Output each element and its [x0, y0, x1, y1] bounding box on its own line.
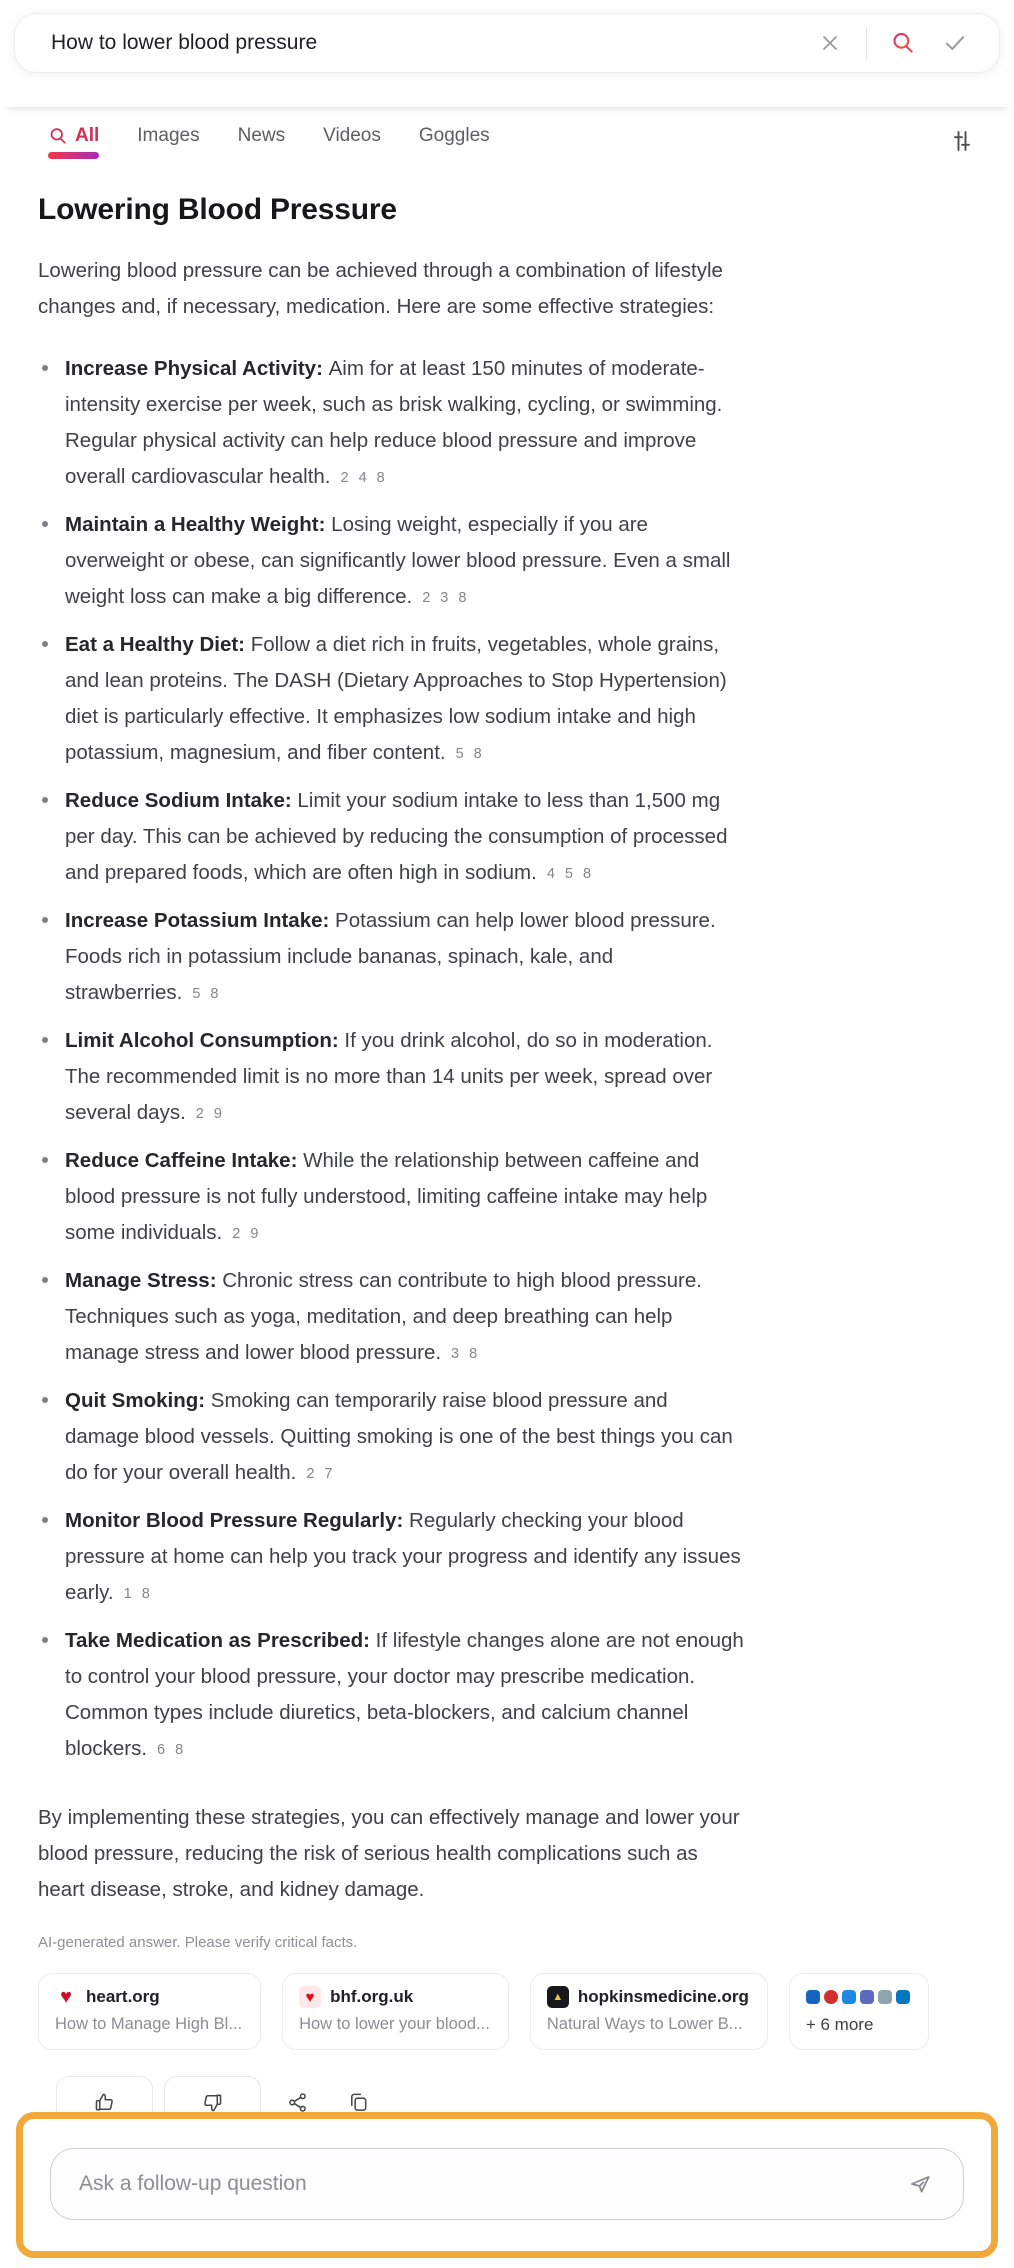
search-tab-icon: [48, 126, 68, 146]
citation-link[interactable]: 5: [192, 986, 201, 1002]
favicon-icon: [860, 1990, 874, 2004]
strategy-label: Maintain a Healthy Weight: [65, 513, 319, 536]
citation-link[interactable]: 2: [422, 590, 431, 606]
confirm-search-button[interactable]: [933, 21, 977, 65]
source-card-heart-org[interactable]: [38, 1973, 261, 2050]
tab-videos[interactable]: [323, 125, 381, 163]
favicon-icon: [878, 1990, 892, 2004]
favicon-icon: [824, 1990, 838, 2004]
search-icon: [890, 30, 916, 56]
citations: [186, 1101, 222, 1124]
citation-link[interactable]: 6: [157, 1742, 166, 1758]
citation-link[interactable]: 8: [469, 1346, 478, 1362]
citation-link[interactable]: 8: [175, 1742, 184, 1758]
citation-link[interactable]: 8: [458, 590, 467, 606]
search-bar-actions: [808, 21, 977, 65]
list-item: Monitor Blood Pressure Regularly: Regularly checking your blood pressure at home can help you track your progress and identify any issues early. 1 8: [38, 1503, 744, 1612]
list-item: Limit Alcohol Consumption: If you drink alcohol, do so in moderation. The recommended limit is no more than 14 units per week, spread over several days. 2 9: [38, 1023, 744, 1132]
strategy-label: Quit Smoking: [65, 1389, 199, 1412]
citation-link[interactable]: 2: [340, 470, 349, 486]
citations: [446, 741, 482, 764]
strategy-text: If lifestyle changes alone are not enough to control your blood pressure, your doctor may prescribe medication. Common types include diuretics, beta-blockers, and calcium channel blockers.: [65, 1629, 744, 1760]
more-favicons-row: [806, 1986, 910, 2008]
bullet-icon: [42, 917, 48, 923]
strategy-text: Aim for at least 150 minutes of moderate-intensity exercise per week, such as brisk walking, cycling, or swimming. Regular physical activity can help reduce blood pressure and improve overall cardiovascular health.: [65, 357, 723, 488]
search-input[interactable]: [51, 31, 808, 55]
tab-label: News: [237, 125, 286, 146]
citation-link[interactable]: 2: [306, 1466, 315, 1482]
send-paper-plane-icon: [907, 2171, 933, 2197]
source-card-hopkinsmedicine-org[interactable]: [530, 1973, 768, 2050]
bullet-icon: [42, 1277, 48, 1283]
strategy-text: Limit your sodium intake to less than 1,500 mg per day. This can be achieved by reducing the consumption of processed and prepared foods, which are often high in sodium.: [65, 789, 728, 884]
strategy-text: While the relationship between caffeine and blood pressure is not fully understood, limiting caffeine intake may help some individuals.: [65, 1149, 708, 1244]
share-icon: [286, 2091, 309, 2114]
source-title: How to lower your blood...: [299, 2015, 490, 2033]
citation-link[interactable]: 5: [564, 866, 573, 882]
hopkins-favicon-icon: ▲: [547, 1986, 569, 2008]
tab-label: Videos: [323, 125, 381, 146]
citation-link[interactable]: 8: [141, 1586, 150, 1602]
thumbs-down-icon: [201, 2091, 224, 2114]
bullet-icon: [42, 1517, 48, 1523]
tab-news[interactable]: [238, 125, 286, 163]
strategy-text: Smoking can temporarily raise blood pressure and damage blood vessels. Quitting smoking is one of the best things you can do for your overall health.: [65, 1389, 733, 1484]
bullet-icon: [42, 1157, 48, 1163]
search-submit-button[interactable]: [881, 21, 925, 65]
strategy-text: Regularly checking your blood pressure at home can help you track your progress and identify any issues early.: [65, 1509, 741, 1604]
citations: [412, 585, 466, 608]
list-item: Manage Stress: Chronic stress can contribute to high blood pressure. Techniques such as yoga, meditation, and deep breathing can help manage stress and lower blood pressure. 3 8: [38, 1263, 744, 1372]
strategy-label: Limit Alcohol Consumption: [65, 1029, 332, 1052]
copy-icon: [347, 2091, 370, 2114]
list-item: Eat a Healthy Diet: Follow a diet rich in fruits, vegetables, whole grains, and lean proteins. The DASH (Dietary Approaches to Stop Hypertension) diet is particularly effective. It emphasizes low sodium intake and high potassium, magnesium, and fiber content. 5 8: [38, 627, 744, 772]
citation-link[interactable]: 8: [582, 866, 592, 882]
strategy-text: Chronic stress can contribute to high blood pressure. Techniques such as yoga, meditation, and deep breathing can help manage stress and lower blood pressure.: [65, 1269, 702, 1364]
citation-link[interactable]: 9: [213, 1106, 222, 1122]
bhf-favicon-icon: ♥: [299, 1986, 321, 2008]
citations: [147, 1737, 183, 1760]
filters-sliders-icon: [950, 129, 974, 153]
strategy-label: Increase Physical Activity: [65, 357, 317, 380]
bullet-icon: [42, 797, 48, 803]
bullet-icon: [42, 1037, 48, 1043]
search-header: [0, 0, 1014, 107]
citation-link[interactable]: 8: [210, 986, 219, 1002]
citations: [114, 1581, 150, 1604]
strategy-text: Follow a diet rich in fruits, vegetables, whole grains, and lean proteins. The DASH (Dietary Approaches to Stop Hypertension) diet is particularly effective. It emphasizes low sodium intake and high potassium, magnesium, and fiber content.: [65, 633, 727, 764]
tab-label: All: [75, 125, 100, 146]
citations: [182, 981, 218, 1004]
citation-link[interactable]: 5: [455, 746, 464, 762]
citation-link[interactable]: 7: [324, 1466, 333, 1482]
list-item: Increase Physical Activity: Aim for at least 150 minutes of moderate-intensity exercise per week, such as brisk walking, cycling, or swimming. Regular physical activity can help reduce blood pressure and improve overall cardiovascular health. 2 4 8: [38, 351, 744, 496]
citation-link[interactable]: 3: [451, 1346, 460, 1362]
citation-link[interactable]: 2: [195, 1106, 204, 1122]
answer-outro: By implementing these strategies, you can effectively manage and lower your blood pressure, reducing the risk of serious health complications such as heart disease, stroke, and kidney damage.: [38, 1806, 740, 1901]
send-button[interactable]: [901, 2165, 939, 2203]
citation-link[interactable]: 2: [232, 1226, 241, 1242]
answer-intro: Lowering blood pressure can be achieved through a combination of lifestyle changes and, if necessary, medication. Here are some effective strategies:: [38, 259, 723, 318]
filters-button[interactable]: [940, 119, 984, 163]
favicon-icon: [806, 1990, 820, 2004]
tab-label: Images: [137, 125, 200, 146]
citation-link[interactable]: 9: [250, 1226, 259, 1242]
source-title: Natural Ways to Lower B...: [546, 2015, 743, 2033]
ai-disclaimer: AI-generated answer. Please verify critical facts.: [38, 1934, 358, 1951]
ai-answer-section: [0, 193, 1014, 2128]
answer-title: Lowering Blood Pressure: [38, 193, 397, 226]
tab-label: Goggles: [418, 125, 490, 146]
followup-highlight-annotation: [16, 2112, 998, 2258]
strategy-label: Take Medication as Prescribed: [65, 1629, 364, 1652]
citations: [296, 1461, 332, 1484]
list-item: Reduce Sodium Intake: Limit your sodium intake to less than 1,500 mg per day. This can be achieved by reducing the consumption of processed and prepared foods, which are often high in sodium. 4 5 8: [38, 783, 744, 892]
sources-row: [38, 1973, 974, 2050]
bullet-icon: [42, 365, 48, 371]
more-sources-label: + 6 more: [805, 2015, 874, 2034]
followup-input-container: [50, 2148, 964, 2220]
strategy-text: Losing weight, especially if you are overweight or obese, can significantly lower blood pressure. Even a small weight loss can make a big difference.: [65, 513, 731, 608]
source-domain: bhf.org.uk: [330, 1987, 414, 2006]
list-item: Reduce Caffeine Intake: While the relationship between caffeine and blood pressure is not fully understood, limiting caffeine intake may help some individuals. 2 9: [38, 1143, 744, 1252]
active-tab-underline: [48, 152, 99, 159]
citations: [537, 861, 591, 884]
citation-link[interactable]: 1: [123, 1586, 132, 1602]
close-icon: [818, 31, 842, 55]
source-title: How to Manage High Bl...: [55, 2015, 243, 2033]
citation-link[interactable]: 8: [376, 470, 385, 486]
citations: [441, 1341, 477, 1364]
strategy-label: Reduce Caffeine Intake: [65, 1149, 291, 1172]
search-bar: [14, 13, 1000, 73]
results-tabs: [0, 107, 1014, 163]
list-item: Increase Potassium Intake: Potassium can help lower blood pressure. Foods rich in potassium include bananas, spinach, kale, and strawberries. 5 8: [38, 903, 744, 1012]
strategy-text: Potassium can help lower blood pressure. Foods rich in potassium include bananas, spinach, kale, and strawberries.: [65, 909, 716, 1004]
favicon-icon: [896, 1990, 910, 2004]
bullet-icon: [42, 1637, 48, 1643]
citation-link[interactable]: 3: [440, 590, 449, 606]
clear-search-button[interactable]: [808, 21, 852, 65]
heart-org-favicon-icon: ♥: [60, 1986, 72, 2008]
citations: [331, 465, 385, 488]
citation-link[interactable]: 4: [546, 866, 555, 882]
tab-all[interactable]: [48, 125, 99, 163]
bullet-icon: [42, 1397, 48, 1403]
search-bar-divider: [866, 26, 867, 60]
thumbs-up-icon: [93, 2091, 116, 2114]
list-item: Take Medication as Prescribed: If lifestyle changes alone are not enough to control your blood pressure, your doctor may prescribe medication. Common types include diuretics, beta-blockers, and calcium channel blockers. 6 8: [38, 1623, 744, 1768]
citation-link[interactable]: 4: [358, 470, 367, 486]
strategy-text: If you drink alcohol, do so in moderation. The recommended limit is no more than 14 units per week, spread over several days.: [65, 1029, 713, 1124]
list-item: Quit Smoking: Smoking can temporarily raise blood pressure and damage blood vessels. Quitting smoking is one of the best things you can do for your overall health. 2 7: [38, 1383, 744, 1492]
strategy-label: Monitor Blood Pressure Regularly: [65, 1509, 397, 1532]
bullet-icon: [42, 641, 48, 647]
strategy-label: Reduce Sodium Intake: [65, 789, 285, 812]
source-domain: hopkinsmedicine.org: [577, 1987, 749, 2006]
citation-link[interactable]: 8: [473, 746, 482, 762]
list-item: Maintain a Healthy Weight: Losing weight, especially if you are overweight or obese, can significantly lower blood pressure. Even a small weight loss can make a big difference. 2 3 8: [38, 507, 744, 616]
strategy-label: Increase Potassium Intake: [65, 909, 323, 932]
source-domain: heart.org: [86, 1987, 160, 2006]
strategy-label: Eat a Healthy Diet: [65, 633, 239, 656]
more-sources-card[interactable]: [789, 1973, 929, 2050]
source-card-bhf-org-uk[interactable]: [282, 1973, 509, 2050]
strategy-label: Manage Stress: [65, 1269, 210, 1292]
citations: [222, 1221, 258, 1244]
checkmark-icon: [942, 30, 968, 56]
tab-images[interactable]: [137, 125, 199, 163]
strategies-list: [38, 351, 744, 1768]
tab-goggles[interactable]: [419, 125, 490, 163]
followup-input[interactable]: [79, 2172, 901, 2196]
bullet-icon: [42, 521, 48, 527]
favicon-icon: [842, 1990, 856, 2004]
